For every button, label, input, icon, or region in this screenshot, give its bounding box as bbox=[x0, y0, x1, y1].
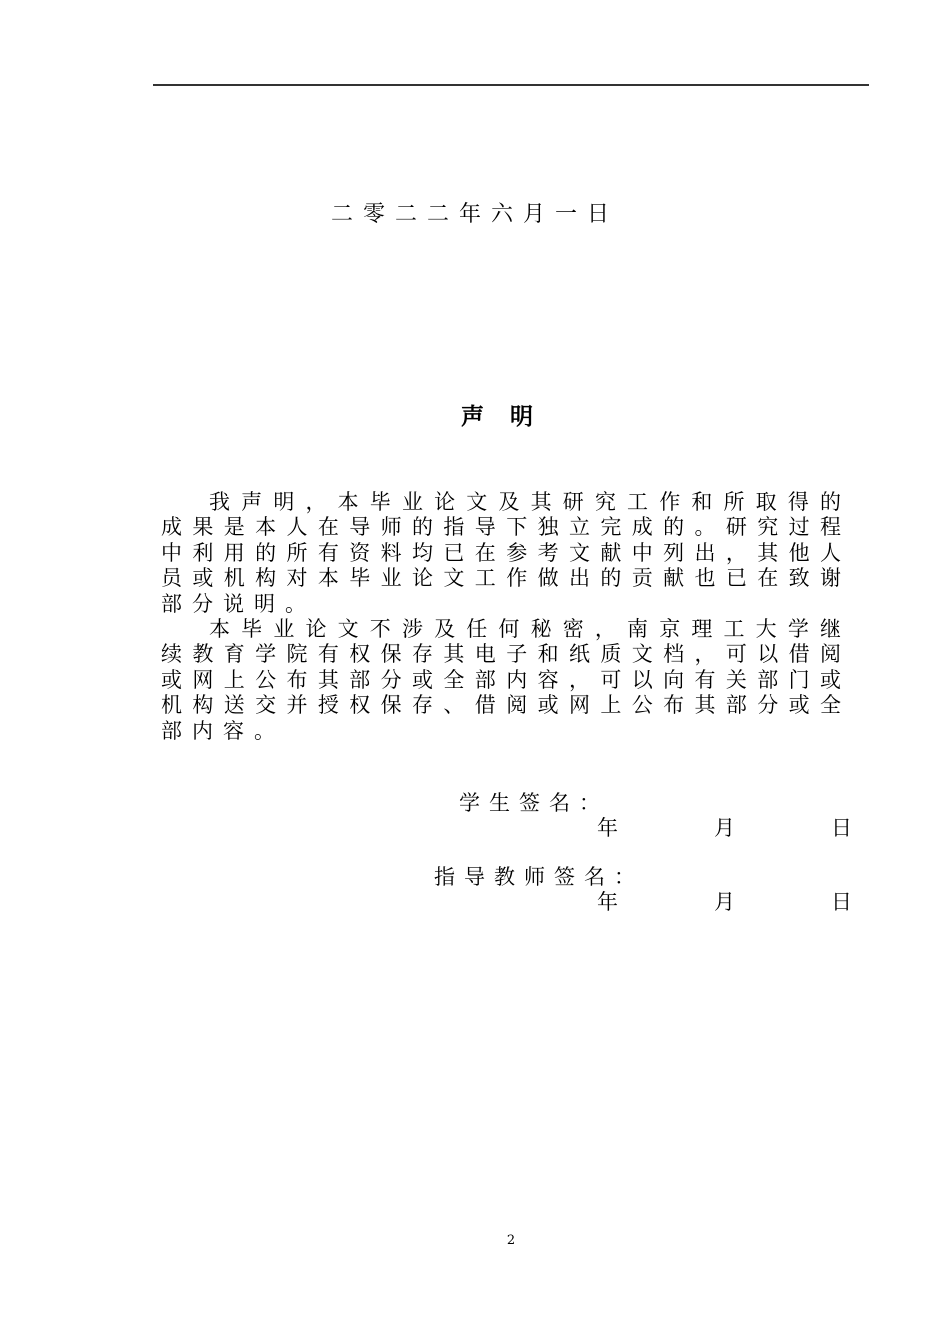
declaration-paragraph-originality: 我声明，本毕业论文及其研究工作和所取得的成果是本人在导师的指导下独立完成的。研究过程中利用的所有资料均已在参考文献中列出，其他人员或机构对本毕业论文工作做出的贡献也已在致谢部分说明。 bbox=[161, 490, 851, 616]
header-rule bbox=[153, 84, 869, 86]
student-signature-date bbox=[597, 815, 852, 841]
advisor-date-year: 年 bbox=[597, 890, 618, 914]
student-date-month: 月 bbox=[714, 816, 735, 840]
student-signature-label: 学生签名： bbox=[459, 791, 609, 815]
advisor-date-day: 日 bbox=[831, 890, 852, 914]
student-date-year: 年 bbox=[597, 816, 618, 840]
page-number: 2 bbox=[506, 1233, 516, 1248]
declaration-body bbox=[161, 490, 851, 744]
advisor-date-month: 月 bbox=[714, 890, 735, 914]
thesis-date: 二零二二年六月一日 bbox=[330, 202, 619, 227]
declaration-title: 声明 bbox=[461, 403, 559, 430]
declaration-paragraph-publication: 本毕业论文不涉及任何秘密，南京理工大学继续教育学院有权保存其电子和纸质文档，可以借阅或网上公布其部分或全部内容，可以向有关部门或机构送交并授权保存、借阅或网上公布其部分或全部内容。 bbox=[161, 617, 851, 743]
advisor-signature-label: 指导教师签名： bbox=[434, 865, 644, 889]
student-date-day: 日 bbox=[831, 816, 852, 840]
advisor-signature-date bbox=[597, 889, 852, 915]
